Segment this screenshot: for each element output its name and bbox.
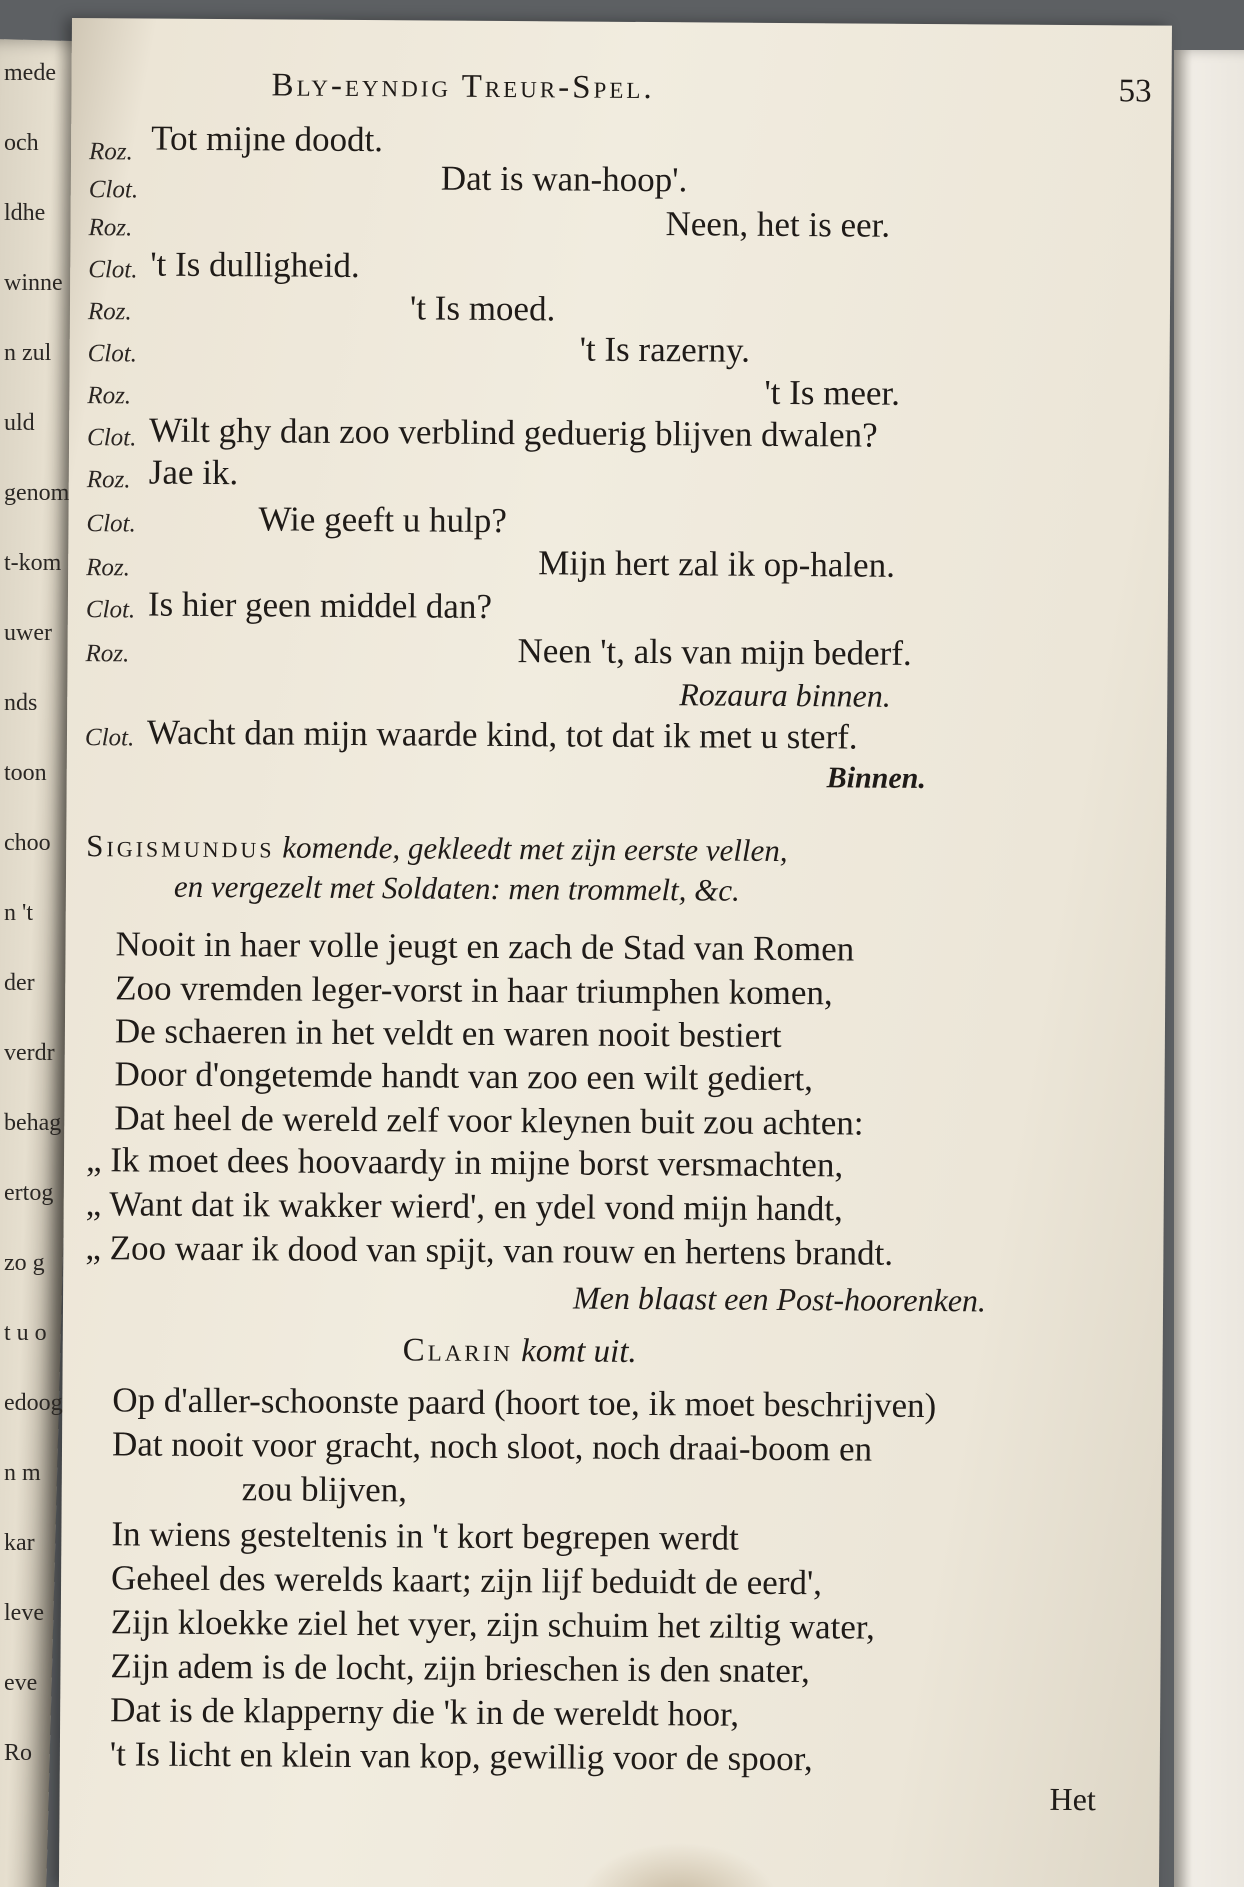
verse-line: Zijn kloekke ziel het vyer, zijn schuim het ziltig water, bbox=[110, 1602, 875, 1647]
speaker-label: Clot. bbox=[86, 424, 137, 452]
speaker-label: Roz. bbox=[86, 466, 131, 494]
verse-line: Dat nooit voor gracht, noch sloot, noch draai-boom en bbox=[111, 1424, 873, 1469]
left-margin-fragment: behag bbox=[4, 1110, 62, 1136]
dialogue-line: Wie geeft u hulp? bbox=[258, 499, 507, 541]
speaker-label: Roz. bbox=[88, 138, 133, 166]
left-margin-fragment: n 't bbox=[4, 900, 33, 926]
scene-heading-line2: en vergezelt met Soldaten: men trommelt, &c. bbox=[173, 868, 740, 908]
dialogue-line: Is hier geen middel dan? bbox=[147, 584, 493, 626]
verse-line: „ Zoo waar ik dood van spijt, van rouw en hertens brandt. bbox=[85, 1228, 894, 1273]
left-margin-fragment: t u o bbox=[4, 1320, 47, 1346]
speaker-label: Clot. bbox=[88, 256, 138, 284]
left-margin-fragment: zo g bbox=[4, 1250, 45, 1276]
dialogue-line: 't Is dulligheid. bbox=[150, 244, 360, 286]
verse-line: Dat is de klapperny die 'k in de wereldt hoor, bbox=[110, 1690, 740, 1734]
speaker-label: Clot. bbox=[85, 596, 136, 624]
speaker-label: Roz. bbox=[87, 298, 132, 326]
dialogue-line: Wilt ghy dan zoo verblind geduerig blijven dwalen? bbox=[148, 410, 878, 455]
scene-heading-text: komende, gekleedt met zijn eerste vellen, bbox=[282, 829, 788, 869]
dialogue-line: 't Is meer. bbox=[764, 372, 901, 413]
catchword: Het bbox=[1049, 1780, 1096, 1818]
dialogue-line: 't Is razerny. bbox=[579, 329, 751, 370]
left-margin-fragment: choo bbox=[4, 830, 51, 856]
left-margin-fragment: toon bbox=[4, 760, 47, 786]
scene-heading-line1 bbox=[86, 828, 788, 869]
speaker-label: Clot. bbox=[86, 510, 136, 538]
page-number: 53 bbox=[1118, 73, 1152, 110]
right-page-stack bbox=[1174, 50, 1244, 1887]
left-margin-fragment: edoog bbox=[4, 1390, 63, 1416]
verse-line: „ Ik moet dees hoovaardy in mijne borst versmachten, bbox=[85, 1140, 844, 1185]
left-margin-fragment: uwer bbox=[4, 620, 52, 646]
header-title: Bly-eyndig Treur-Spel. bbox=[271, 67, 655, 107]
stage-direction: Binnen. bbox=[826, 761, 927, 795]
left-margin-fragment: der bbox=[4, 970, 35, 996]
left-margin-fragment: genom bbox=[4, 480, 70, 506]
dialogue-line: Mijn hert zal ik op-halen. bbox=[538, 543, 896, 585]
verse-line: „ Want dat ik wakker wierd', en ydel vond mijn handt, bbox=[85, 1184, 843, 1229]
book-page bbox=[59, 18, 1172, 1887]
page-text bbox=[59, 18, 1172, 1887]
left-margin-fragment: eve bbox=[4, 1670, 38, 1696]
running-header bbox=[271, 67, 1151, 110]
left-margin-fragment: verdr bbox=[4, 1040, 55, 1066]
dialogue-line: Neen 't, als van mijn bederf. bbox=[517, 631, 912, 673]
left-margin-fragment: n m bbox=[4, 1460, 41, 1486]
speaker-label: Roz. bbox=[88, 214, 133, 242]
clarin-heading bbox=[403, 1332, 637, 1371]
verse-line: Op d'aller-schoonste paard (hoort toe, ik moet beschrijven) bbox=[112, 1380, 937, 1426]
verse-line: Door d'ongetemde handt van zoo een wilt gediert, bbox=[114, 1054, 814, 1099]
verse-line: Zijn adem is de locht, zijn brieschen is den snater, bbox=[110, 1646, 810, 1691]
character-name: Sigismundus bbox=[86, 828, 275, 865]
verse-line: 't Is licht en klein van kop, gewillig voor de spoor, bbox=[109, 1734, 813, 1779]
left-margin-fragment: ldhe bbox=[4, 200, 46, 226]
verse-line: Dat heel de wereld zelf voor kleynen buit zou achten: bbox=[114, 1098, 864, 1143]
verse-line: De schaeren in het veldt en waren nooit bestiert bbox=[114, 1011, 782, 1055]
verse-line: Zoo vremden leger-vorst in haar triumphen komen, bbox=[115, 968, 833, 1013]
speaker-label: Roz. bbox=[85, 640, 130, 668]
left-margin-fragment: nds bbox=[4, 690, 38, 716]
speaker-label: Clot. bbox=[84, 724, 135, 752]
verse-line: In wiens gesteltenis in 't kort begrepen werdt bbox=[111, 1514, 739, 1558]
dialogue-line: Dat is wan-hoop'. bbox=[440, 158, 688, 200]
dialogue-line: Neen, het is eer. bbox=[665, 204, 891, 245]
left-margin-fragment: mede bbox=[4, 60, 56, 86]
left-margin-fragment: kar bbox=[4, 1530, 35, 1556]
left-margin-fragment: n zul bbox=[4, 340, 52, 366]
left-margin-fragment: ertog bbox=[4, 1180, 54, 1206]
left-margin-fragment: leve bbox=[4, 1600, 44, 1626]
left-margin-fragment: t-kom bbox=[4, 550, 62, 576]
left-margin-fragment: winne bbox=[4, 270, 63, 296]
character-name: Clarin bbox=[402, 1332, 514, 1370]
left-margin-fragment: Ro bbox=[4, 1740, 33, 1766]
speaker-label: Clot. bbox=[87, 340, 138, 368]
dialogue-line: Tot mijne doodt. bbox=[151, 118, 384, 160]
speaker-label: Clot. bbox=[88, 176, 139, 204]
stage-direction: Men blaast een Post-hoorenken. bbox=[572, 1279, 987, 1319]
dialogue-line: Wacht dan mijn waarde kind, tot dat ik met u sterf. bbox=[146, 712, 858, 757]
verse-line: Geheel des werelds kaart; zijn lijf beduidt de eerd', bbox=[110, 1558, 823, 1603]
left-margin-fragment: och bbox=[4, 130, 39, 156]
stage-direction: Rozaura binnen. bbox=[679, 676, 891, 714]
speaker-label: Roz. bbox=[86, 554, 131, 582]
speaker-label: Roz. bbox=[87, 382, 132, 410]
verse-line: zou blijven, bbox=[241, 1469, 408, 1510]
left-page-fragments bbox=[0, 0, 70, 1887]
dialogue-line: 't Is moed. bbox=[409, 288, 556, 329]
verse-line: Nooit in haer volle jeugt en zach de Stad van Romen bbox=[115, 924, 855, 969]
dialogue-line: Jae ik. bbox=[148, 452, 239, 493]
left-margin-fragment: uld bbox=[4, 410, 35, 436]
clarin-heading-text: komt uit. bbox=[521, 1333, 637, 1370]
